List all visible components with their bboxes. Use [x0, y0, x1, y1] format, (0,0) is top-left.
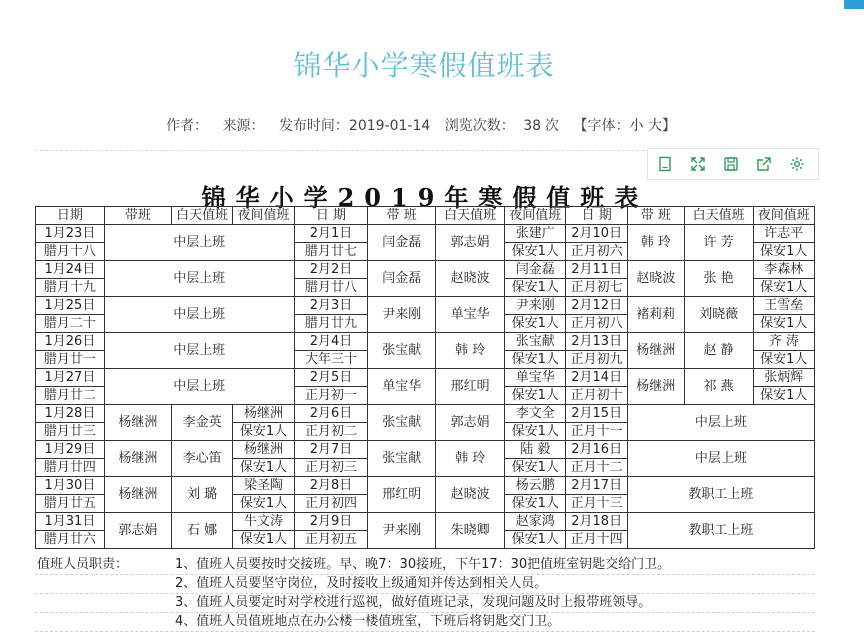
- duty-item: [35, 613, 815, 632]
- lunar-date-cell: 腊月廿六: [36, 531, 105, 549]
- merged-shift-cell: 中层上班: [104, 225, 294, 261]
- table-row: [36, 513, 815, 531]
- date-cell: 2月5日: [294, 369, 368, 387]
- lunar-date-cell: 腊月十八: [36, 243, 105, 261]
- lunar-date-cell: 大年三十: [294, 351, 368, 369]
- day-duty-cell: 赵 静: [684, 333, 753, 369]
- lead-cell: 张宝献: [368, 441, 436, 477]
- lunar-date-cell: 正月十一: [566, 423, 627, 441]
- date-cell: 2月6日: [294, 405, 368, 423]
- date-cell: 1月31日: [36, 513, 105, 531]
- date-cell: 2月11日: [566, 261, 627, 279]
- merged-shift-cell: 中层上班: [104, 261, 294, 297]
- lunar-date-cell: 腊月二十: [36, 315, 105, 333]
- column-header: 日 期: [566, 207, 627, 225]
- day-duty-cell: 郭志娟: [436, 225, 505, 261]
- merged-shift-cell: 中层上班: [627, 405, 814, 441]
- night-duty-cell: 保安1人: [505, 531, 566, 549]
- lunar-date-cell: 正月初九: [566, 351, 627, 369]
- date-cell: 2月18日: [566, 513, 627, 531]
- column-header: 带班: [104, 207, 171, 225]
- duty-text: 1、值班人员要按时交接班。早、晚7：30接班，下午17：30把值班室钥匙交给门卫。: [175, 557, 671, 572]
- single-page-icon: [657, 156, 673, 172]
- day-duty-cell: 郭志娟: [436, 405, 505, 441]
- lead-cell: 杨继洲: [627, 369, 684, 405]
- save-icon: [723, 156, 739, 172]
- night-duty-cell: 保安1人: [505, 387, 566, 405]
- source-label: 来源：: [222, 118, 265, 134]
- author-label: 作者：: [166, 118, 209, 134]
- duty-item: [35, 575, 815, 594]
- lead-cell: 张宝献: [368, 405, 436, 441]
- night-duty-cell: 保安1人: [233, 531, 294, 549]
- day-duty-cell: 赵晓波: [436, 261, 505, 297]
- lead-cell: 闫金磊: [368, 225, 436, 261]
- lunar-date-cell: 正月初六: [566, 243, 627, 261]
- table-row: [36, 297, 815, 315]
- lead-cell: 韩 玲: [627, 225, 684, 261]
- date-cell: 1月26日: [36, 333, 105, 351]
- lunar-date-cell: 腊月廿五: [36, 495, 105, 513]
- night-duty-cell: 保安1人: [753, 243, 814, 261]
- merged-shift-cell: 教职工上班: [627, 513, 814, 549]
- lead-cell: 赵晓波: [627, 261, 684, 297]
- date-cell: 2月17日: [566, 477, 627, 495]
- lunar-date-cell: 正月十三: [566, 495, 627, 513]
- view-count-label: 浏览次数：: [444, 118, 515, 134]
- lunar-date-cell: 腊月廿七: [294, 243, 368, 261]
- lead-cell: 邢红明: [368, 477, 436, 513]
- day-duty-cell: 单宝华: [436, 297, 505, 333]
- merged-shift-cell: 中层上班: [627, 441, 814, 477]
- lunar-date-cell: 腊月廿四: [36, 459, 105, 477]
- night-duty-cell: 牛文涛: [233, 513, 294, 531]
- lead-cell: 郭志娟: [104, 513, 171, 549]
- date-cell: 1月28日: [36, 405, 105, 423]
- day-duty-cell: 韩 玲: [436, 333, 505, 369]
- lunar-date-cell: 腊月廿二: [36, 387, 105, 405]
- table-row: [36, 225, 815, 243]
- night-duty-cell: 保安1人: [505, 243, 566, 261]
- column-header: 带 班: [627, 207, 684, 225]
- date-cell: 1月25日: [36, 297, 105, 315]
- merged-shift-cell: 中层上班: [104, 369, 294, 405]
- column-header: 带 班: [368, 207, 436, 225]
- merged-shift-cell: 中层上班: [104, 297, 294, 333]
- column-header: 夜间值班: [753, 207, 814, 225]
- lead-cell: 尹来刚: [368, 297, 436, 333]
- table-row: [36, 405, 815, 423]
- corner-accent: [844, 0, 864, 9]
- date-cell: 2月14日: [566, 369, 627, 387]
- date-cell: 2月4日: [294, 333, 368, 351]
- date-cell: 1月23日: [36, 225, 105, 243]
- date-cell: 2月12日: [566, 297, 627, 315]
- night-duty-cell: 张建广: [505, 225, 566, 243]
- night-duty-cell: 保安1人: [233, 459, 294, 477]
- lead-cell: 杨继洲: [627, 333, 684, 369]
- night-duty-cell: 保安1人: [505, 351, 566, 369]
- night-duty-cell: 尹来刚: [505, 297, 566, 315]
- duty-text: 3、值班人员要定时对学校进行巡视，做好值班记录，发现问题及时上报带班领导。: [175, 595, 652, 610]
- merged-shift-cell: 中层上班: [104, 333, 294, 369]
- duty-responsibilities: [35, 556, 815, 634]
- lead-cell: 张宝献: [368, 333, 436, 369]
- night-duty-cell: 杨继洲: [233, 441, 294, 459]
- lunar-date-cell: 正月初十: [566, 387, 627, 405]
- day-duty-cell: 赵晓波: [436, 477, 505, 513]
- night-duty-cell: 保安1人: [753, 315, 814, 333]
- date-cell: 2月8日: [294, 477, 368, 495]
- day-duty-cell: 刘 璐: [171, 477, 232, 513]
- night-duty-cell: 保安1人: [505, 423, 566, 441]
- day-duty-cell: 刘晓薇: [684, 297, 753, 333]
- column-header: 日 期: [294, 207, 368, 225]
- day-duty-cell: 石 娜: [171, 513, 232, 549]
- lunar-date-cell: 正月初一: [294, 387, 368, 405]
- date-cell: 2月1日: [294, 225, 368, 243]
- view-count-value: 38: [523, 118, 542, 134]
- view-count-unit: 次: [545, 118, 560, 134]
- lunar-date-cell: 正月初三: [294, 459, 368, 477]
- settings-icon: [789, 156, 805, 172]
- date-cell: 2月10日: [566, 225, 627, 243]
- day-duty-cell: 李金英: [171, 405, 232, 441]
- publish-date: 发布时间：2019-01-14: [278, 118, 431, 134]
- duty-text: 2、值班人员要坚守岗位，及时接收上级通知并传达到相关人员。: [175, 576, 548, 591]
- fullscreen-icon: [690, 156, 706, 172]
- night-duty-cell: 闫金磊: [505, 261, 566, 279]
- night-duty-cell: 齐 涛: [753, 333, 814, 351]
- day-duty-cell: 李心笛: [171, 441, 232, 477]
- spreadsheet-view[interactable]: [35, 174, 815, 634]
- table-row: [36, 477, 815, 495]
- night-duty-cell: 杨云鹏: [505, 477, 566, 495]
- night-duty-cell: 保安1人: [505, 495, 566, 513]
- table-row: [36, 441, 815, 459]
- night-duty-cell: 赵家鸿: [505, 513, 566, 531]
- font-small-link[interactable]: 小: [629, 118, 644, 134]
- date-cell: 2月2日: [294, 261, 368, 279]
- duties-label: 值班人员职责：: [37, 557, 129, 572]
- night-duty-cell: 王雪垒: [753, 297, 814, 315]
- duty-text: 4、值班人员值班地点在办公楼一楼值班室，下班后将钥匙交门卫。: [175, 614, 561, 629]
- article-meta: [0, 115, 842, 135]
- day-duty-cell: 祁 燕: [684, 369, 753, 405]
- lunar-date-cell: 腊月十九: [36, 279, 105, 297]
- column-header: 白天值班: [684, 207, 753, 225]
- lead-cell: 杨继洲: [104, 441, 171, 477]
- lunar-date-cell: 正月十四: [566, 531, 627, 549]
- night-duty-cell: 保安1人: [233, 423, 294, 441]
- date-cell: 2月13日: [566, 333, 627, 351]
- duty-item: [35, 594, 815, 613]
- table-row: [36, 261, 815, 279]
- font-size-switch: 【字体：小 大】: [573, 118, 676, 134]
- lunar-date-cell: 腊月廿九: [294, 315, 368, 333]
- column-header: 夜间值班: [233, 207, 294, 225]
- date-cell: 2月9日: [294, 513, 368, 531]
- date-cell: 2月3日: [294, 297, 368, 315]
- day-duty-cell: 韩 玲: [436, 441, 505, 477]
- table-row: [36, 333, 815, 351]
- date-cell: 2月16日: [566, 441, 627, 459]
- night-duty-cell: 张炳辉: [753, 369, 814, 387]
- merged-shift-cell: 教职工上班: [627, 477, 814, 513]
- day-duty-cell: 张 艳: [684, 261, 753, 297]
- view-count: [445, 118, 559, 134]
- lunar-date-cell: 腊月廿八: [294, 279, 368, 297]
- share-icon: [756, 156, 772, 172]
- day-duty-cell: 邢红明: [436, 369, 505, 405]
- lunar-date-cell: 腊月廿一: [36, 351, 105, 369]
- lunar-date-cell: 正月初二: [294, 423, 368, 441]
- night-duty-cell: 李森林: [753, 261, 814, 279]
- lunar-date-cell: 腊月廿三: [36, 423, 105, 441]
- table-row: [36, 369, 815, 387]
- lunar-date-cell: 正月初四: [294, 495, 368, 513]
- column-header: 日期: [36, 207, 105, 225]
- night-duty-cell: 陆 毅: [505, 441, 566, 459]
- night-duty-cell: 保安1人: [505, 279, 566, 297]
- lead-cell: 尹来刚: [368, 513, 436, 549]
- duty-table: [35, 206, 815, 549]
- lunar-date-cell: 正月十二: [566, 459, 627, 477]
- date-cell: 1月24日: [36, 261, 105, 279]
- date-cell: 1月29日: [36, 441, 105, 459]
- sheet-title: 锦华小学2019年寒假值班表: [201, 183, 649, 212]
- night-duty-cell: 许志平: [753, 225, 814, 243]
- day-duty-cell: 许 芳: [684, 225, 753, 261]
- night-duty-cell: 单宝华: [505, 369, 566, 387]
- duty-item: [35, 556, 815, 575]
- column-header: 白天值班: [436, 207, 505, 225]
- lead-cell: 褚莉莉: [627, 297, 684, 333]
- night-duty-cell: 梁圣陶: [233, 477, 294, 495]
- header-row: [36, 207, 815, 225]
- lead-cell: 杨继洲: [104, 405, 171, 441]
- night-duty-cell: 保安1人: [753, 279, 814, 297]
- date-cell: 2月7日: [294, 441, 368, 459]
- column-header: 夜间值班: [505, 207, 566, 225]
- lunar-date-cell: 正月初八: [566, 315, 627, 333]
- lead-cell: 闫金磊: [368, 261, 436, 297]
- lunar-date-cell: 正月初五: [294, 531, 368, 549]
- page-title: 锦华小学寒假值班表: [293, 49, 555, 82]
- font-large-link[interactable]: 大: [647, 118, 662, 134]
- night-duty-cell: 保安1人: [753, 387, 814, 405]
- lead-cell: 杨继洲: [104, 477, 171, 513]
- date-cell: 1月27日: [36, 369, 105, 387]
- lunar-date-cell: 正月初七: [566, 279, 627, 297]
- date-cell: 2月15日: [566, 405, 627, 423]
- night-duty-cell: 保安1人: [233, 495, 294, 513]
- lead-cell: 单宝华: [368, 369, 436, 405]
- night-duty-cell: 保安1人: [505, 315, 566, 333]
- night-duty-cell: 张宝献: [505, 333, 566, 351]
- night-duty-cell: 保安1人: [753, 351, 814, 369]
- day-duty-cell: 朱晓卿: [436, 513, 505, 549]
- date-cell: 1月30日: [36, 477, 105, 495]
- night-duty-cell: 李文全: [505, 405, 566, 423]
- night-duty-cell: 杨继洲: [233, 405, 294, 423]
- night-duty-cell: 保安1人: [505, 459, 566, 477]
- column-header: 白天值班: [171, 207, 232, 225]
